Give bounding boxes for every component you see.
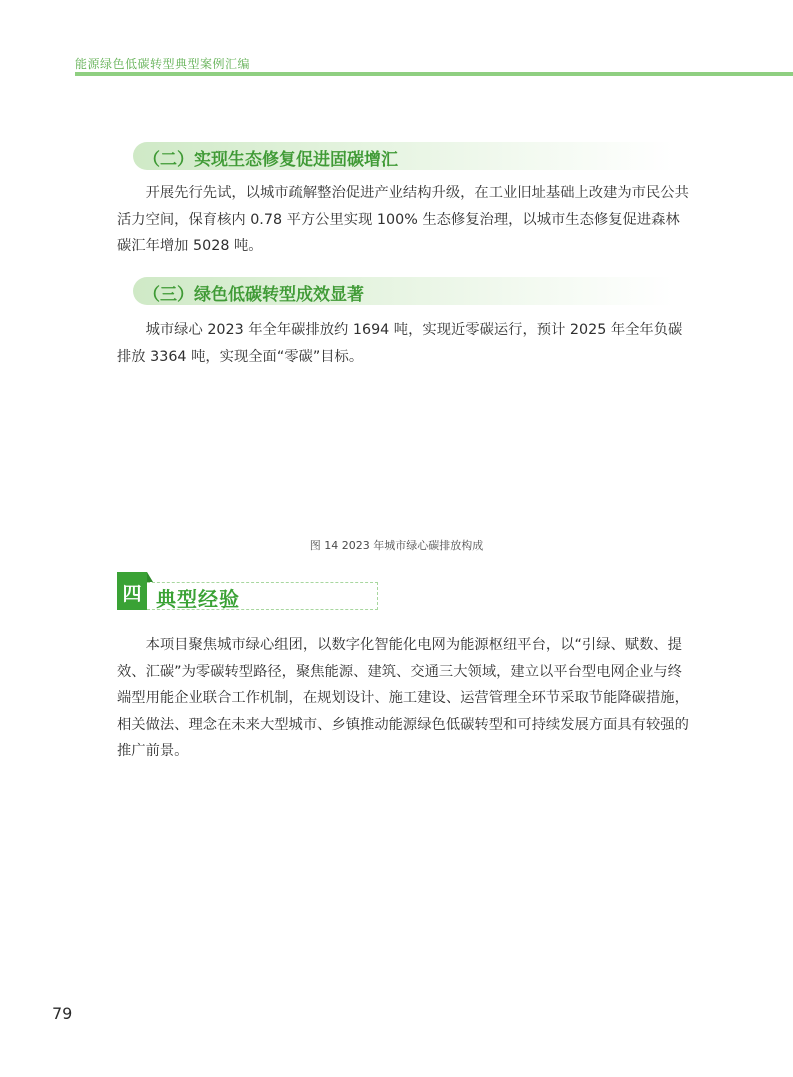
chapter-title: 典型经验: [156, 587, 240, 611]
page-number: 79: [52, 1004, 73, 1023]
section-paragraph-ecology: 开展先行先试，以城市疏解整治促进产业结构升级，在工业旧址基础上改建为市民公共活力空间，保育核内 0.78 平方公里实现 100% 生态修复治理，以城市生态修复促进森林碳汇年增加 5028 吨。: [117, 185, 689, 254]
section-paragraph-results: 城市绿心 2023 年全年碳排放约 1694 吨，实现近零碳运行，预计 2025 年全年负碳排放 3364 吨，实现全面“零碳”目标。: [117, 322, 683, 365]
figure-caption: 图 14 2023 年城市绿心碳排放构成: [309, 539, 484, 552]
section-heading-results: [133, 277, 673, 305]
section-heading-results-text: （三）绿色低碳转型成效显著: [143, 285, 364, 305]
chapter-badge: [117, 572, 147, 610]
chapter-badge-tab: [147, 572, 153, 582]
header-rule: [75, 72, 793, 76]
chapter-paragraph: 本项目聚焦城市绿心组团，以数字化智能化电网为能源枢纽平台，以“引绿、赋数、提效、汇碳”为零碳转型路径，聚焦能源、建筑、交通三大领域，建立以平台型电网企业与终端型用能企业联合工作机制，在规划设计、施工建设、运营管理全环节采取节能降碳措施，相关做法、理念在未来大型城市、乡镇推动能源绿色低碳转型和可持续发展方面具有较强的推广前景。: [117, 637, 689, 759]
section-heading-ecology-text: （二）实现生态修复促进固碳增汇: [143, 150, 398, 170]
chapter-number: 四: [122, 583, 142, 605]
section-heading-ecology: [133, 142, 673, 170]
running-header-title: 能源绿色低碳转型典型案例汇编: [75, 57, 251, 71]
